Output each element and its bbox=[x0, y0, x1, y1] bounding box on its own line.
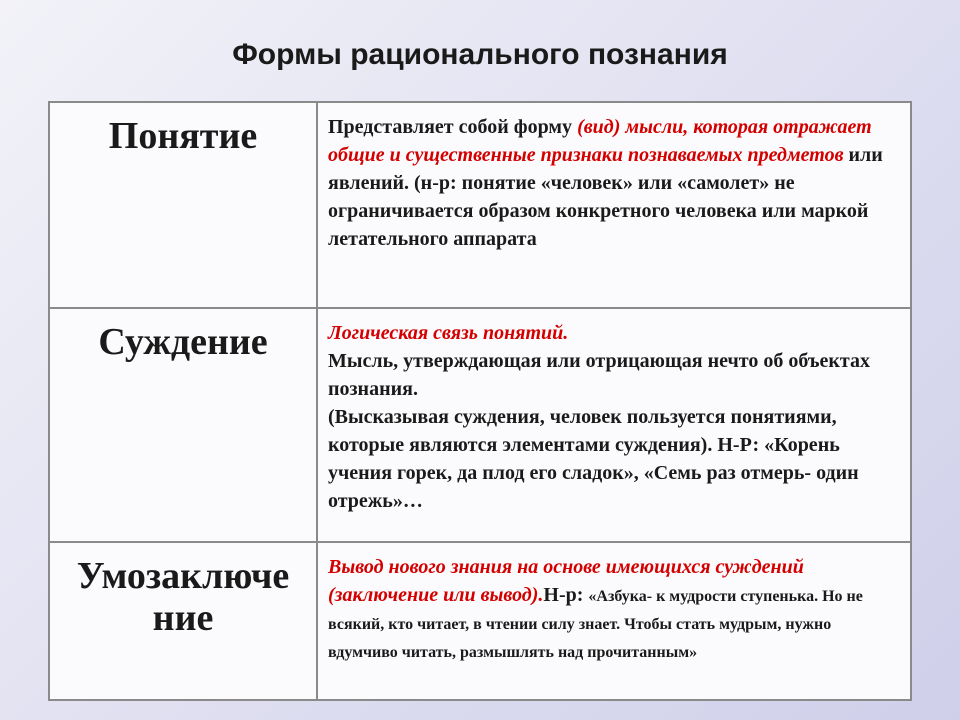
table-row bbox=[49, 102, 911, 308]
definition-concept bbox=[317, 102, 911, 308]
table-row bbox=[49, 308, 911, 542]
forms-table bbox=[48, 101, 912, 701]
term-concept: Понятие bbox=[49, 102, 317, 308]
definition-text: Мысль, утверждающая или отрицающая нечто об объектах познания. bbox=[328, 350, 871, 400]
table-row bbox=[49, 542, 911, 700]
definition-judgment bbox=[317, 308, 911, 542]
term-inference bbox=[49, 542, 317, 700]
slide-title: Формы рационального познания bbox=[232, 38, 728, 71]
definition-highlight: Логическая связь понятий. bbox=[328, 322, 569, 344]
example-label: Н-р: bbox=[543, 584, 589, 606]
example-quote: «Азбука- к мудрости ступенька. Но не всякий, кто читает, в чтении силу знает. Чтобы стать мудрым, нужно вдумчиво читать, размышлять над прочитанным» bbox=[328, 588, 863, 661]
term-inference-line2: ние bbox=[152, 597, 214, 639]
term-inference-line1: Умозаключе bbox=[76, 555, 290, 597]
definition-text: или явлений. (н-р: понятие «человек» или «самолет» не ограничивается образом конкретного человека или маркой летательного аппарата bbox=[328, 144, 883, 250]
definition-highlight: (вид) мысли, которая отражает общие и существенные признаки познаваемых предметов bbox=[328, 116, 872, 166]
definition-text: (Высказывая суждения, человек пользуется понятиями, которые являются элементами суждения). Н-Р: «Корень учения горек, да плод его сладок», «Семь раз отмерь- один отрежь»… bbox=[328, 406, 859, 512]
term-judgment: Суждение bbox=[49, 308, 317, 542]
definition-text: Представляет собой форму bbox=[328, 116, 578, 138]
definition-highlight: Вывод нового знания на основе имеющихся суждений (заключение или вывод). bbox=[328, 556, 804, 606]
definition-inference bbox=[317, 542, 911, 700]
